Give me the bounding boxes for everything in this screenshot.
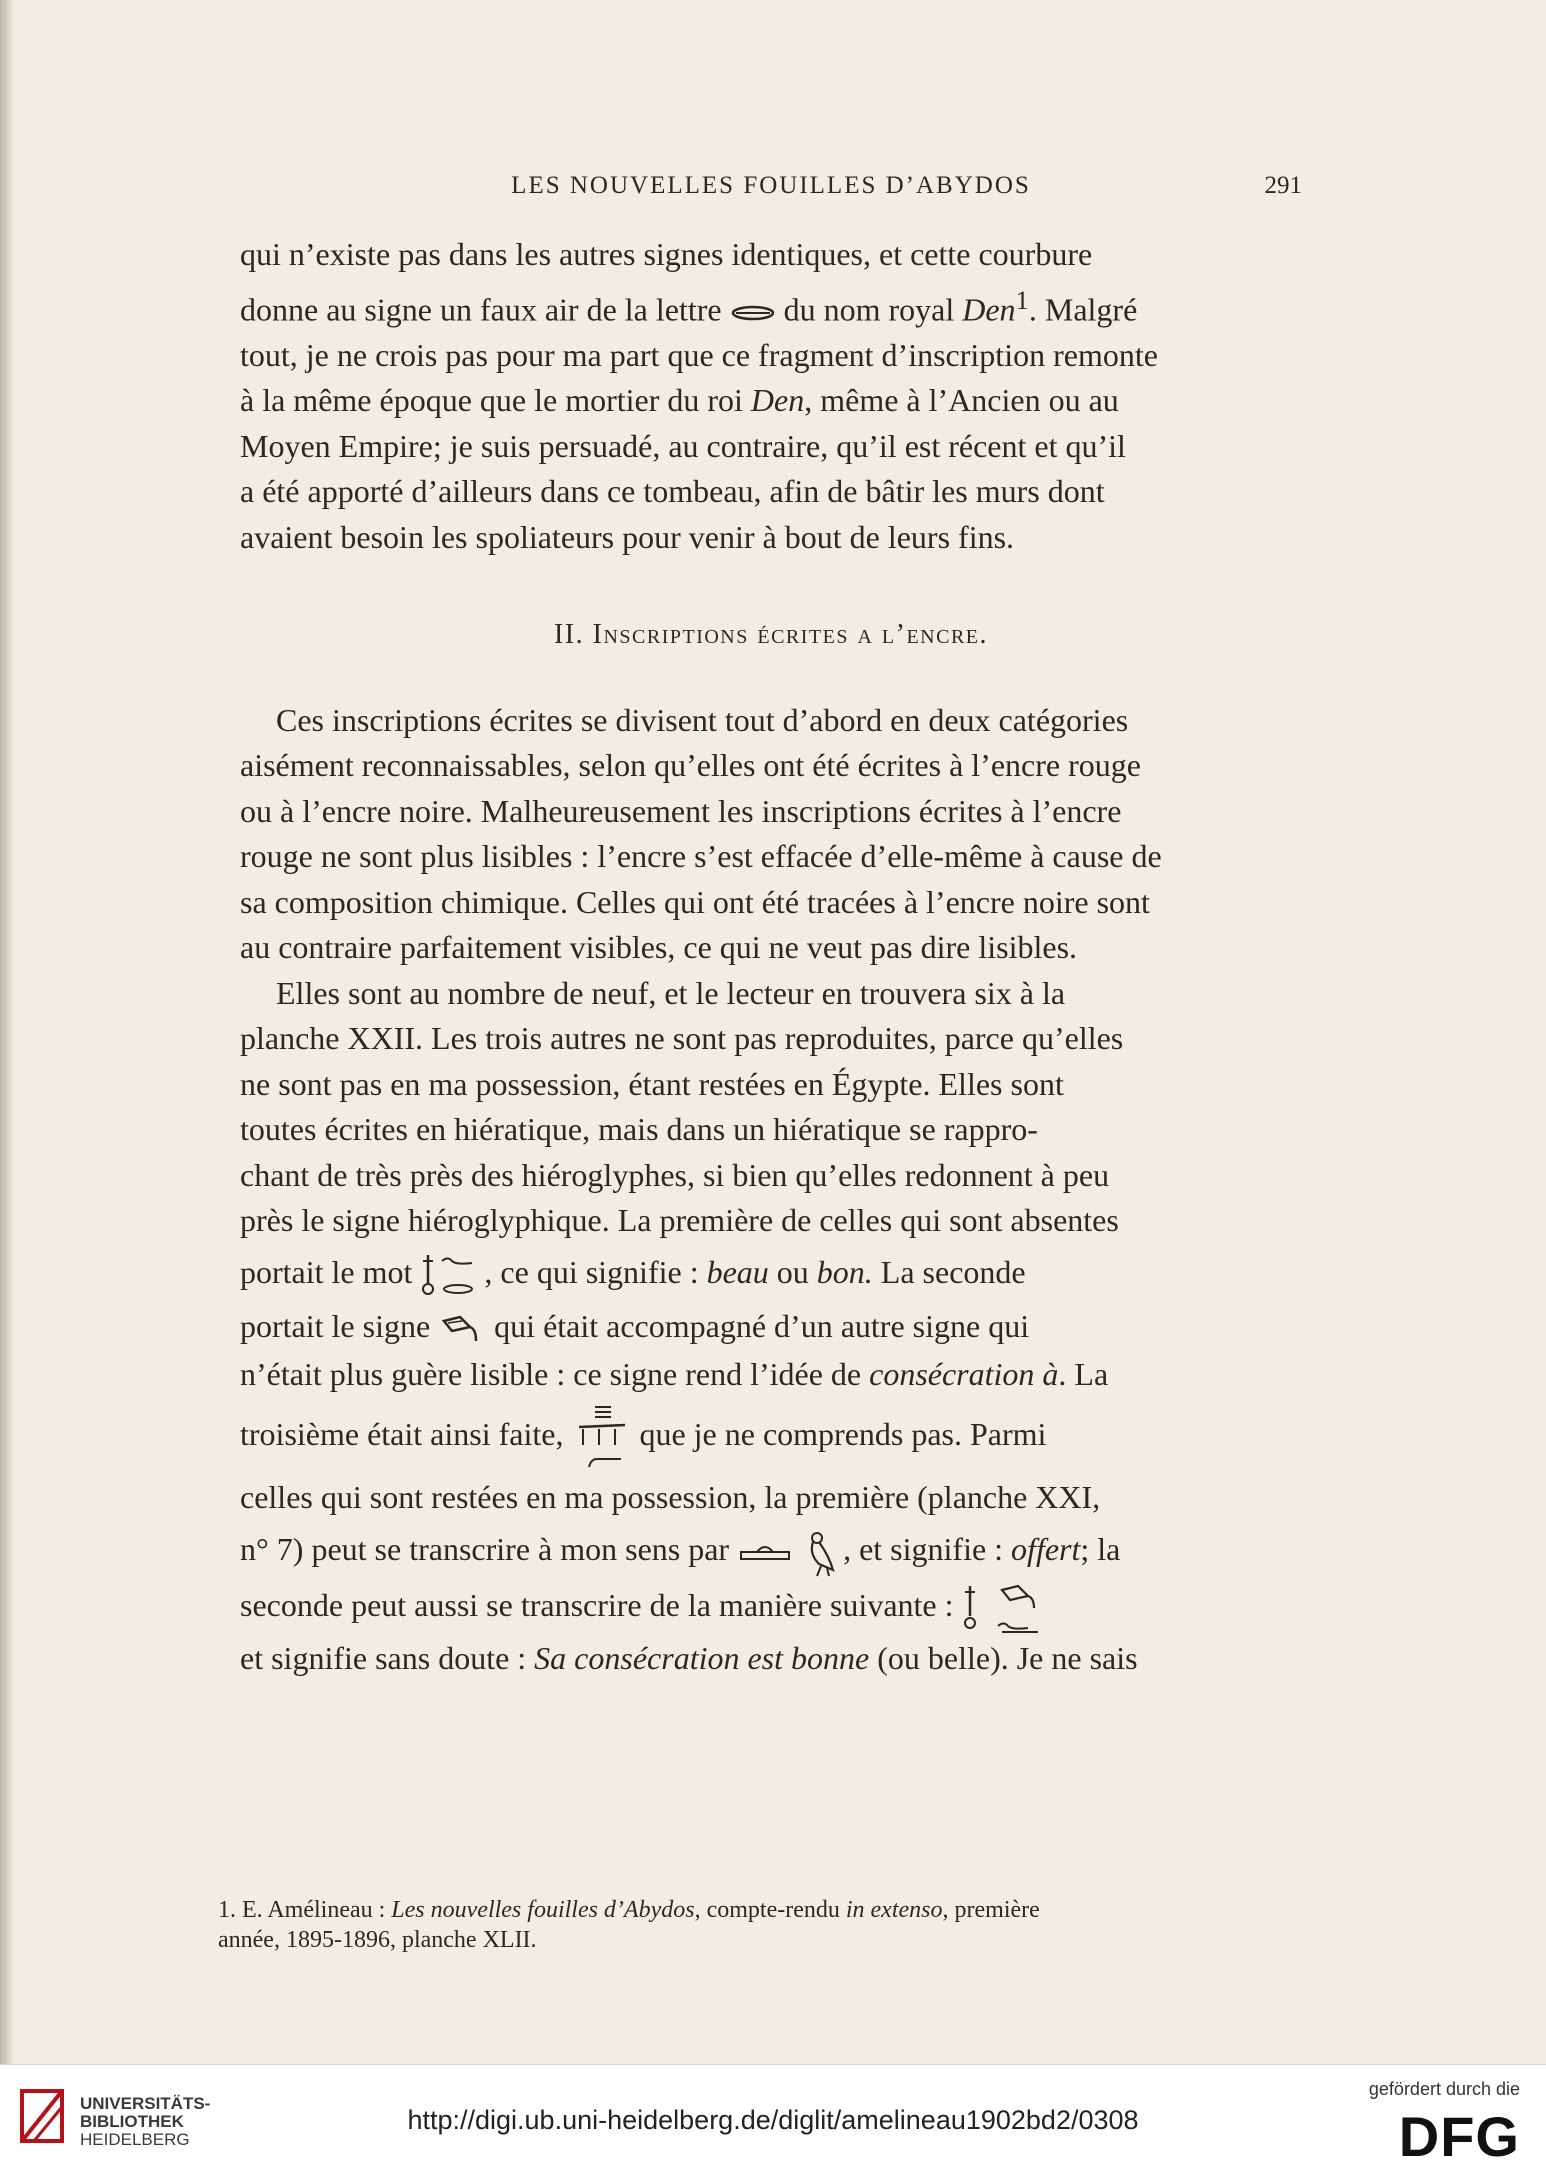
funding-caption: gefördert durch die: [1368, 2079, 1520, 2099]
text: n° 7) peut se transcrire à mon sens par: [240, 1531, 730, 1568]
page-number: 291: [1264, 172, 1302, 199]
p2-line: aisément reconnaissables, selon qu’elles ont été écrites à l’encre rouge: [240, 747, 1141, 784]
term: beau: [706, 1253, 769, 1290]
footnote-ref: 1: [1015, 284, 1029, 315]
p3-line: [240, 1300, 1302, 1352]
text: , ce qui signifie :: [484, 1253, 699, 1290]
pillared-hieroglyph-icon: [571, 1401, 631, 1475]
text: portait le signe: [240, 1307, 431, 1344]
royal-name: Den: [962, 291, 1016, 328]
text: portait le mot: [240, 1253, 413, 1290]
p3-line: toutes écrites en hiératique, mais dans un hiératique se rappro-: [240, 1111, 1038, 1148]
text: du nom royal: [783, 291, 955, 328]
library-line: UNIVERSITÄTS-: [80, 2094, 211, 2113]
p3-line: [240, 1636, 1302, 1682]
p1-line: [240, 378, 1302, 424]
library-line: HEIDELBERG: [80, 2130, 190, 2149]
p3-line: celles qui sont restées en ma possession, la première (planche XXI,: [240, 1478, 1101, 1515]
text: n’était plus guère lisible : ce signe rend l’idée de: [240, 1355, 862, 1392]
dfg-logo: DFG: [1398, 2105, 1520, 2168]
p2-line: au contraire parfaitement visibles, ce qui ne veut pas dire lisibles.: [240, 929, 1078, 966]
running-title: LES NOUVELLES FOUILLES D’ABYDOS: [511, 172, 1031, 199]
p1-line: avaient besoin les spoliateurs pour venir à bout de leurs fins.: [240, 518, 1015, 555]
bird-hieroglyph-icon: [803, 1528, 843, 1578]
p1-line: a été apporté d’ailleurs dans ce tombeau, afin de bâtir les murs dont: [240, 473, 1105, 510]
cited-title: Les nouvelles fouilles d’Abydos: [391, 1897, 695, 1923]
text: , première: [942, 1897, 1040, 1923]
text: , compte-rendu: [694, 1897, 840, 1923]
text: La seconde: [880, 1253, 1026, 1290]
royal-name: Den: [750, 382, 805, 419]
p3-line: ne sont pas en ma possession, étant restées en Égypte. Elles sont: [240, 1065, 1064, 1102]
p3-line: [240, 1397, 1302, 1475]
offering-hieroglyph-icon: [438, 1313, 486, 1345]
nefer-offering-hieroglyph-icon: [962, 1582, 1052, 1636]
p3-line: Elles sont au nombre de neuf, et le lecteur en trouvera six à la: [276, 974, 1066, 1011]
footnote-line: [218, 1895, 1268, 1925]
p1-line: [240, 278, 1302, 333]
p2-line: rouge ne sont plus lisibles : l’encre s’est effacée d’elle-même à cause de: [240, 838, 1162, 875]
text: , même à l’Ancien ou au: [804, 382, 1119, 419]
text: 1. E. Amélineau :: [218, 1897, 386, 1923]
footer-bar: [0, 2064, 1546, 2170]
source-url-link[interactable]: http://digi.ub.uni-heidelberg.de/diglit/amelineau1902bd2/0308: [407, 2105, 1139, 2135]
text: que je ne comprends pas. Parmi: [639, 1416, 1047, 1453]
p2-line: ou à l’encre noire. Malheureusement les inscriptions écrites à l’encre: [240, 792, 1122, 829]
footnote-line: année, 1895-1896, planche XLII.: [218, 1927, 537, 1953]
text: (ou belle). Je ne sais: [877, 1639, 1138, 1676]
p3-line: [240, 1352, 1302, 1398]
p1-line: Moyen Empire; je suis persuadé, au contraire, qu’il est récent et qu’il: [240, 427, 1126, 464]
text: ; la: [1080, 1531, 1121, 1568]
text: . Malgré: [1028, 291, 1138, 328]
text: donne au signe un faux air de la lettre: [240, 291, 722, 328]
p3-line: [240, 1520, 1302, 1578]
text: . La: [1058, 1355, 1109, 1392]
text: , et signifie :: [843, 1531, 1004, 1568]
mouth-hieroglyph-icon: [730, 303, 776, 323]
text: ou: [776, 1253, 809, 1290]
p3-line: [240, 1244, 1302, 1300]
footnote: [218, 1895, 1268, 1955]
term: consécration à: [869, 1355, 1059, 1392]
term: bon.: [816, 1253, 873, 1290]
p3-line: près le signe hiéroglyphique. La première de celles qui sont absentes: [240, 1202, 1119, 1239]
term: offert: [1011, 1531, 1081, 1568]
running-head: [240, 172, 1302, 212]
p1-line: qui n’existe pas dans les autres signes identiques, et cette courbure: [240, 236, 1093, 272]
p3-line: [240, 1578, 1302, 1636]
text: qui était accompagné d’un autre signe qui: [494, 1307, 1030, 1344]
section-heading: II. Inscriptions écrites a l’encre.: [553, 619, 989, 651]
p3-line: planche XXII. Les trois autres ne sont pas reproduites, parce qu’elles: [240, 1020, 1124, 1057]
loaf-mat-hieroglyph-icon: [737, 1542, 795, 1564]
p1-line: tout, je ne crois pas pour ma part que ce fragment d’inscription remonte: [240, 336, 1158, 373]
text: et signifie sans doute :: [240, 1639, 527, 1676]
text: seconde peut aussi se transcrire de la manière suivante :: [240, 1587, 954, 1624]
body-text: [240, 232, 1302, 1681]
text: troisième était ainsi faite,: [240, 1416, 564, 1453]
text: à la même époque que le mortier du roi: [240, 382, 743, 419]
p3-line: chant de très près des hiéroglyphes, si bien qu’elles redonnent à peu: [240, 1156, 1110, 1193]
p2-line: sa composition chimique. Celles qui ont été tracées à l’encre noire sont: [240, 883, 1150, 920]
term: in extenso: [845, 1897, 943, 1923]
nefer-hieroglyph-icon: [420, 1251, 476, 1299]
p2-line: Ces inscriptions écrites se divisent tout d’abord en deux catégories: [276, 701, 1129, 738]
page-edge: [0, 0, 12, 2169]
library-line: BIBLIOTHEK: [80, 2112, 184, 2131]
term: Sa consécration est bonne: [534, 1639, 870, 1676]
